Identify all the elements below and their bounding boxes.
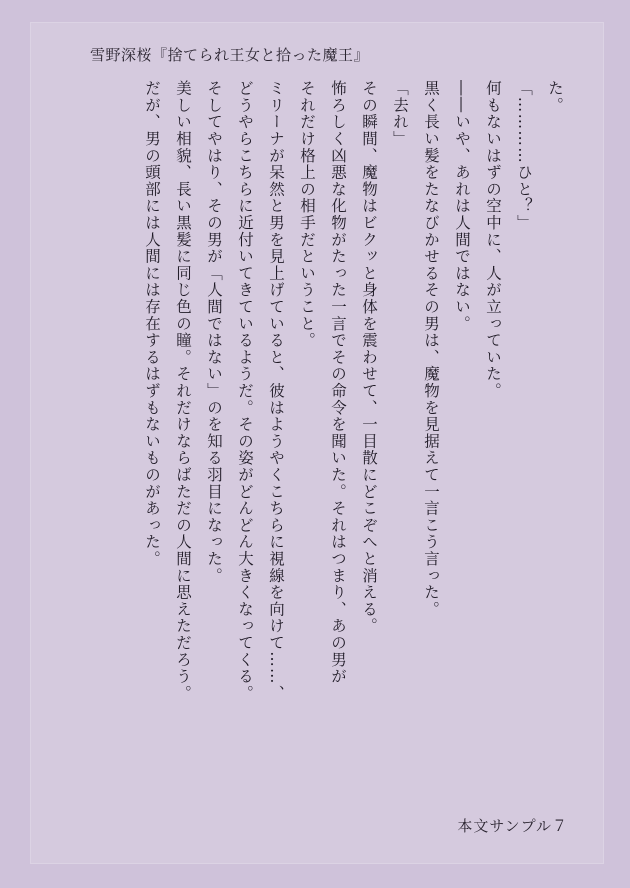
- paragraph: 「去れ」: [391, 80, 409, 148]
- paragraph: だが、男の頭部には人間には存在するはずもないものがあった。: [143, 80, 161, 568]
- paragraph: 美しい相貌、長い黒髪に同じ色の瞳。それだけならばただの人間に思えただろう。: [174, 80, 192, 702]
- page-footer-label: 本文サンプル７: [457, 817, 568, 835]
- paragraph: その瞬間、魔物はビクッと身体を震わせて、一目散にどこぞへと消える。: [360, 80, 378, 635]
- paragraph: それだけ格上の相手だということ。: [298, 80, 316, 349]
- page-title: 雪野深桜『捨てられ王女と拾った魔王』: [90, 46, 370, 64]
- paragraph: 何もないはずの空中に、人が立っていた。: [484, 80, 502, 400]
- paragraph: 「…………ひと？」: [515, 80, 533, 232]
- paragraph: どうやらこちらに近付いてきているようだ。その姿がどんどん大きくなってくる。: [236, 80, 254, 702]
- paragraph: 黒く長い髪をたなびかせるその男は、魔物を見据えて一言こう言った。: [422, 80, 440, 618]
- paragraph: 怖ろしく凶悪な化物がたった一言でその命令を聞いた。それはつまり、あの男が: [329, 80, 347, 685]
- paragraph: そしてやはり、その男が「人間ではない」のを知る羽目になった。: [205, 80, 223, 584]
- body-text-block: [100, 80, 570, 810]
- paragraph: ミリーナが呆然と男を見上げていると、彼はようやくこちらに視線を向けて……、: [267, 80, 285, 702]
- paragraph: ――いや、あれは人間ではない。: [453, 80, 471, 332]
- paragraph: た。: [546, 80, 564, 114]
